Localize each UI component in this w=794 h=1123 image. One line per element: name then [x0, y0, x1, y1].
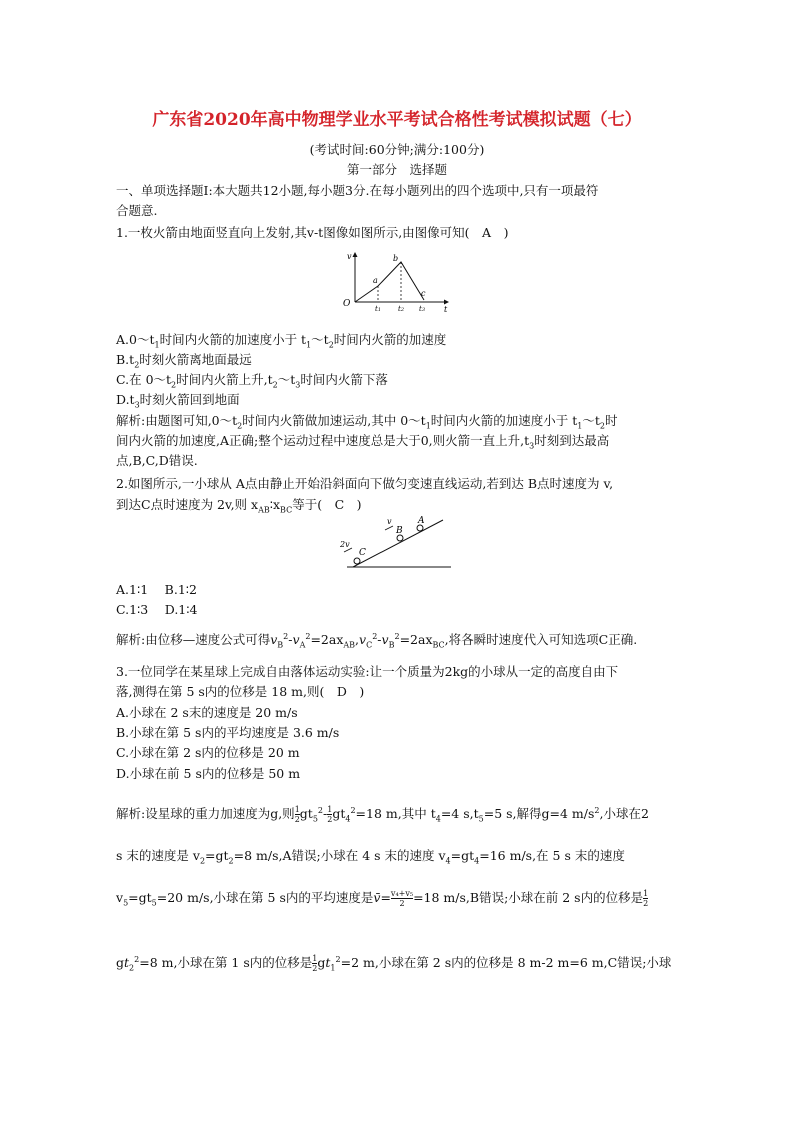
q1-analysis-3: 点,B,C,D错误. — [116, 453, 198, 468]
q2-analysis: 解析:由位移—速度公式可得$v_B^2-v_A^2=2ax_{AB},v_C^2-v_B^2=2ax_{BC}$,将各瞬时速度代入可知选项C正确. — [116, 631, 638, 650]
q3-option-b: B.小球在第 5 s内的平均速度是 3.6 m/s — [116, 725, 340, 740]
q3-analysis-1: 解析:设星球的重力加速度为g,则 $\frac{1}{2}$ $gt_5^2-$ $\frac{1}{2}$ $gt_4^2=18$ m,其中 $t_4=4$ $s,t_5=5$ s,解得g=4 $m/s^2$,小球在2 — [116, 805, 649, 824]
q3-analysis-3: $v_5=gt_5=20$ m/s,小球在第 5 s内的平均速度是v̄= $\frac{\text{v₄+v₅}}{2}$ =18 m/s,B错误;小球在前 2 s内的位移是 $\frac{1}{2}$ — [116, 889, 649, 908]
q1-stem: 1.一枚火箭由地面竖直向上发射,其v-t图像如图所示,由图像可知( A ) — [116, 225, 509, 240]
part-title: 第一部分 选择题 — [346, 162, 447, 177]
q3-analysis-2: s 末的速度是 $v_2=gt_2=8$ m/s,A错误;小球在 4 s 末的速度 $v_4=gt_4=16$ m/s,在 5 s 末的速度 — [116, 848, 625, 866]
q1-option-c: C.在 $0\sim t_2$时间内火箭上升$,t_2\sim t_3$时间内火箭下落 — [116, 372, 388, 390]
section-intro-cont: 合题意. — [116, 203, 158, 218]
section-intro: 一、单项选择题Ⅰ:本大题共12小题,每小题3分.在每小题列出的四个选项中,只有一项最符 — [116, 183, 599, 198]
t2-label: t2 — [398, 305, 405, 312]
label-2v: 2v — [340, 540, 350, 549]
q3-analysis-4: $gt_2^2=8$ m,小球在第 1 s内的位移是 $\frac{1}{2}$ $gt_1^2=2$ m,小球在第 2 s内的位移是 8 m-2 m=6 m,C错误;小球 — [116, 954, 672, 973]
label-c: C — [359, 548, 366, 558]
q3-option-d: D.小球在前 5 s内的位移是 50 m — [116, 766, 301, 781]
q3-stem-1: 3.一位同学在某星球上完成自由落体运动实验:让一个质量为2kg的小球从一定的高度自由下 — [116, 664, 619, 679]
t1-label: t1 — [375, 305, 382, 312]
q1-vt-graph — [340, 250, 450, 312]
q3-stem-2: 落,测得在第 5 s内的位移是 18 m,则( D ) — [116, 684, 365, 699]
label-a: A — [418, 516, 425, 526]
page-title: 广东省2020年高中物理学业水平考试合格性考试模拟试题（七） — [152, 110, 642, 130]
point-b-label: b — [393, 254, 399, 263]
q2-stem-2: 到达C点时速度为 2v,则 $x_{AB}∶x_{BC}$等于( C ) — [116, 497, 362, 515]
label-v: v — [387, 517, 392, 526]
point-c-label: c — [421, 289, 426, 298]
q2-stem-1: 2.如图所示,一小球从 A点由静止开始沿斜面向下做匀变速直线运动,若到达 B点时速度为 v, — [116, 476, 614, 491]
axis-t-label: t — [444, 305, 448, 312]
q1-analysis-1: 解析:由题图可知$,0\sim t_2$时间内火箭做加速运动,其中 $0\sim t_1$时间内火箭的加速度小于 $t_1\sim t_2$时 — [116, 413, 618, 431]
q1-option-a: $A.0\sim t_1$时间内火箭的加速度小于 $t_1\sim t_2$时间内火箭的加速度 — [116, 332, 447, 350]
q2-options-row-1: A.1∶1 B.1∶2 — [116, 582, 197, 597]
q1-option-d: $D.t_3$时刻火箭回到地面 — [116, 392, 240, 410]
origin-label: O — [343, 299, 351, 309]
point-a-label: a — [373, 276, 378, 285]
q3-option-c: C.小球在第 2 s内的位移是 20 m — [116, 745, 300, 760]
exam-info: (考试时间:60分钟;满分:100分) — [309, 142, 485, 157]
q3-option-a: A.小球在 2 s末的速度是 20 m/s — [116, 705, 298, 720]
q2-options-row-2: C.1∶3 D.1∶4 — [116, 602, 198, 617]
q2-incline-figure — [335, 512, 455, 574]
label-b: B — [396, 526, 403, 536]
q1-analysis-2: 间内火箭的加速度,A正确;整个运动过程中速度总是大于0,则火箭一直上升$,t_3$时刻到达最高 — [116, 433, 610, 451]
q1-option-b: $B.t_2$时刻火箭离地面最远 — [116, 352, 252, 370]
axis-v-label: v — [347, 252, 352, 261]
t3-label: t3 — [419, 305, 426, 312]
